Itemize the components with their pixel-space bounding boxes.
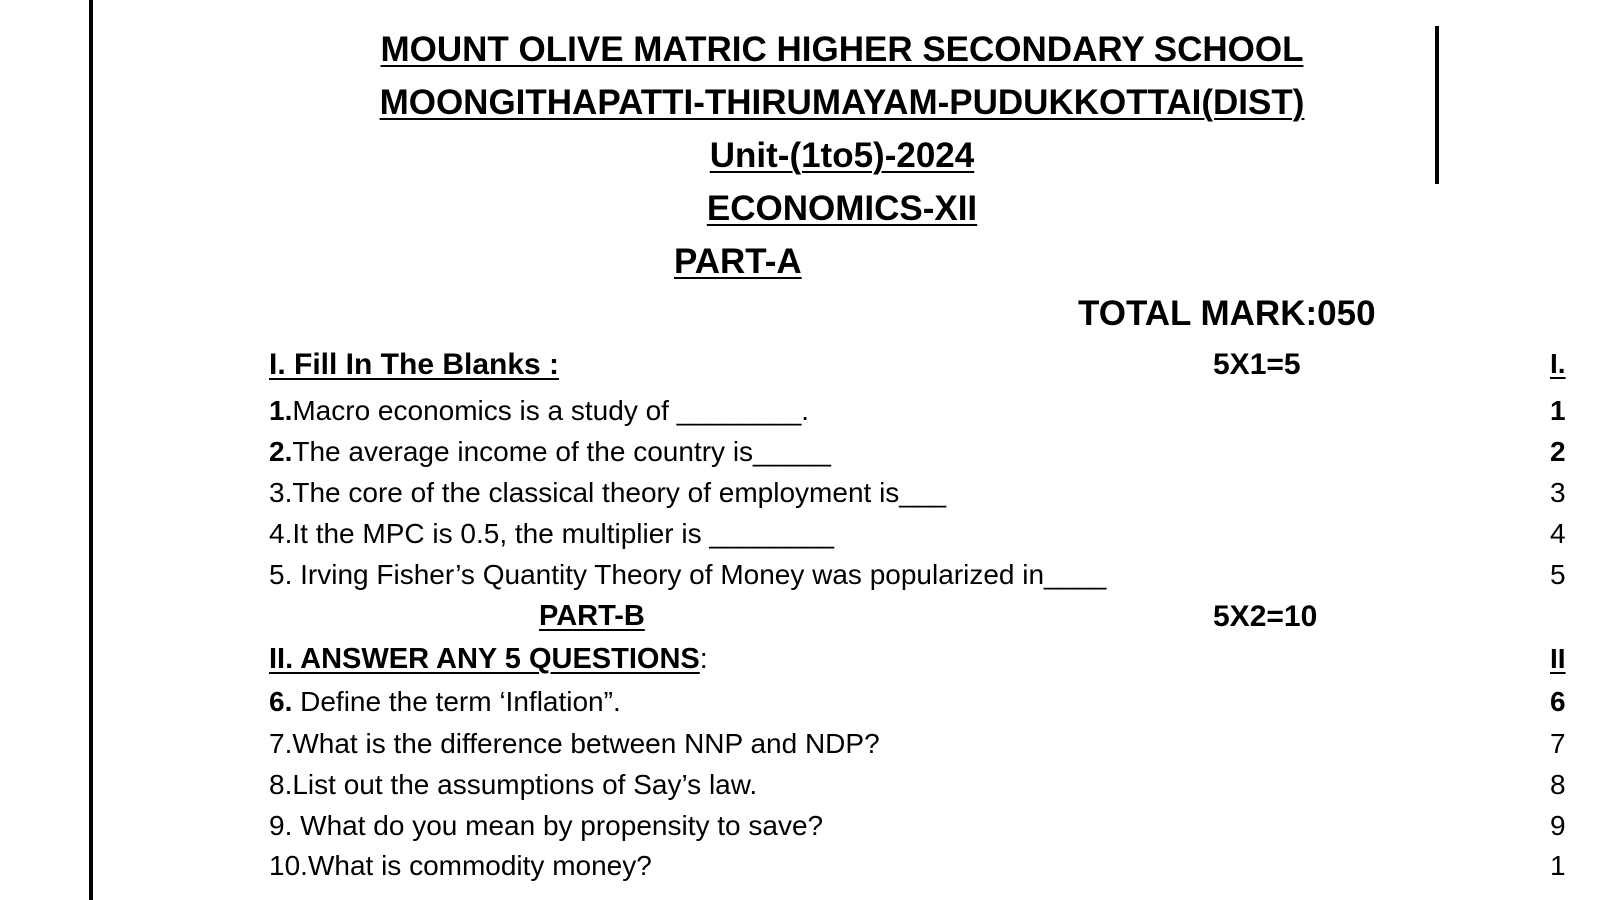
- edge-mark: 6: [1550, 686, 1566, 717]
- question-number: 7.: [269, 728, 293, 759]
- question-8: [269, 769, 757, 801]
- question-text: Irving Fisher’s Quantity Theory of Money was popularized in____: [292, 559, 1107, 590]
- question-text: The core of the classical theory of employment is___: [292, 477, 947, 508]
- question-9: [269, 810, 823, 842]
- edge-mark: 9: [1550, 810, 1566, 841]
- question-3: [269, 477, 946, 509]
- question-number: 2.: [269, 436, 293, 467]
- left-border-line: [89, 0, 93, 900]
- question-text: What do you mean by propensity to save?: [292, 810, 824, 841]
- part-b-heading: PART-B: [539, 600, 645, 632]
- total-mark: TOTAL MARK:050: [1078, 294, 1376, 333]
- question-number: 5.: [269, 559, 293, 590]
- section1-heading: I. Fill In The Blanks :: [269, 348, 560, 381]
- section1-marks: 5X1=5: [1213, 348, 1301, 381]
- question-1: [269, 395, 809, 427]
- edge-mark: 7: [1550, 728, 1566, 759]
- question-4: [269, 518, 834, 550]
- question-number: 8.: [269, 769, 293, 800]
- edge-mark: 1: [1550, 395, 1566, 426]
- section2-heading: [269, 643, 708, 676]
- question-number: 3.: [269, 477, 293, 508]
- question-10: [269, 850, 652, 882]
- question-text: What is the difference between NNP and NDP?: [292, 728, 880, 759]
- edge-mark: 4: [1550, 518, 1566, 549]
- edge-mark: I.: [1550, 348, 1566, 379]
- part-a-heading: PART-A: [674, 242, 802, 281]
- section2-heading-colon: :: [699, 643, 708, 675]
- question-7: [269, 728, 880, 760]
- edge-mark: 3: [1550, 477, 1566, 508]
- question-6: [269, 686, 621, 718]
- question-text: Macro economics is a study of ________.: [292, 395, 810, 426]
- question-5: [269, 559, 1106, 591]
- question-text: It the MPC is 0.5, the multiplier is ________: [292, 518, 834, 549]
- question-number: 10.: [269, 850, 308, 881]
- edge-mark: 1: [1550, 850, 1566, 881]
- edge-mark: 8: [1550, 769, 1566, 800]
- question-2: [269, 436, 831, 468]
- question-number: 9.: [269, 810, 293, 841]
- unit-title: Unit-(1to5)-2024: [709, 136, 975, 175]
- question-number: 4.: [269, 518, 293, 549]
- edge-mark: 2: [1550, 436, 1566, 467]
- question-number: 1.: [269, 395, 293, 426]
- question-text: The average income of the country is_____: [292, 436, 831, 467]
- edge-mark: 5: [1550, 559, 1566, 590]
- question-text: Define the term ‘Inflation”.: [292, 686, 621, 717]
- subject-title: ECONOMICS-XII: [706, 189, 978, 228]
- school-name: MOUNT OLIVE MATRIC HIGHER SECONDARY SCHOOL: [380, 30, 1304, 69]
- section2-heading-text: II. ANSWER ANY 5 QUESTIONS: [269, 643, 700, 675]
- edge-mark: II: [1550, 643, 1566, 674]
- school-address: MOONGITHAPATTI-THIRUMAYAM-PUDUKKOTTAI(DIST): [379, 83, 1305, 122]
- section2-marks: 5X2=10: [1213, 600, 1318, 633]
- question-text: What is commodity money?: [307, 850, 652, 881]
- question-text: List out the assumptions of Say’s law.: [292, 769, 758, 800]
- question-number: 6.: [269, 686, 293, 717]
